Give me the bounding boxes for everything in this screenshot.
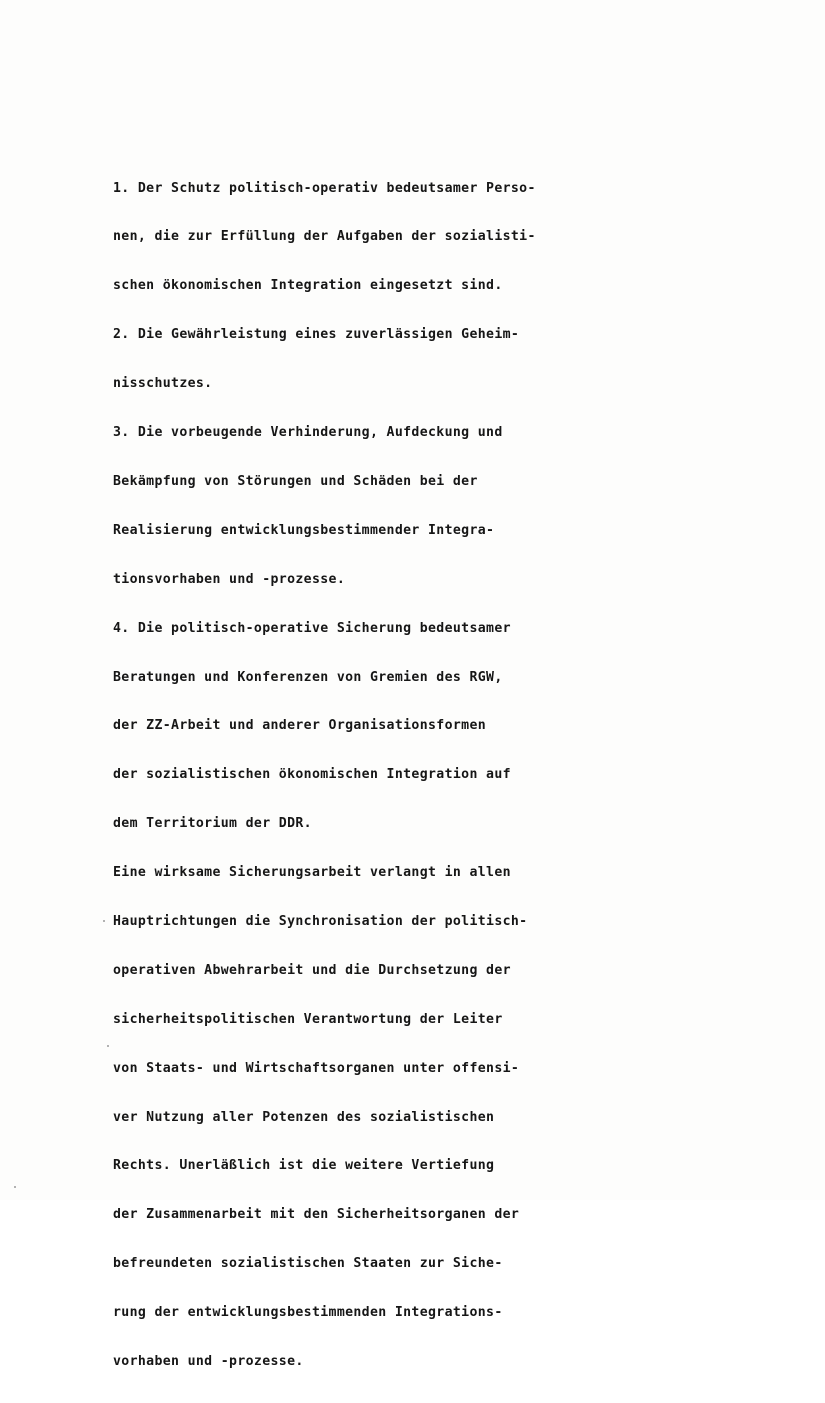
text-line: operativen Abwehrarbeit und die Durchsetzung der bbox=[113, 962, 511, 978]
text-line: sicherheitspolitischen Verantwortung der Leiter bbox=[113, 1011, 503, 1027]
text-line: Rechts. Unerläßlich ist die weitere Vertiefung bbox=[113, 1158, 495, 1174]
scan-speck bbox=[14, 1186, 16, 1188]
text-line: Hauptrichtungen die Synchronisation der politisch- bbox=[113, 913, 528, 929]
text-line: schen ökonomischen Integration eingesetzt sind. bbox=[113, 278, 503, 294]
text-line: tionsvorhaben und -prozesse. bbox=[113, 571, 346, 587]
text-line: 2. Die Gewährleistung eines zuverlässigen Geheim- bbox=[113, 327, 520, 343]
text-line: nen, die zur Erfüllung der Aufgaben der sozialisti- bbox=[113, 229, 536, 245]
text-line: 1. Der Schutz politisch-operativ bedeutsamer Perso- bbox=[113, 180, 536, 196]
text-line: Eine wirksame Sicherungsarbeit verlangt in allen bbox=[113, 865, 511, 881]
text-line: Bekämpfung von Störungen und Schäden bei der bbox=[113, 473, 478, 489]
scan-speck bbox=[107, 1045, 109, 1047]
typed-text-block bbox=[113, 148, 633, 1403]
text-line: der Zusammenarbeit mit den Sicherheitsorganen der bbox=[113, 1207, 520, 1223]
text-line: dem Territorium der DDR. bbox=[113, 816, 312, 832]
text-line: 3. Die vorbeugende Verhinderung, Aufdeckung und bbox=[113, 425, 503, 441]
text-line: der sozialistischen ökonomischen Integration auf bbox=[113, 767, 511, 783]
text-line: von Staats- und Wirtschaftsorganen unter offensi- bbox=[113, 1060, 520, 1076]
text-line: rung der entwicklungsbestimmenden Integrations- bbox=[113, 1305, 503, 1321]
text-line: Realisierung entwicklungsbestimmender Integra- bbox=[113, 522, 495, 538]
text-line: befreundeten sozialistischen Staaten zur Siche- bbox=[113, 1256, 503, 1272]
scan-speck bbox=[103, 920, 105, 922]
text-line: Beratungen und Konferenzen von Gremien des RGW, bbox=[113, 669, 503, 685]
text-line: vorhaben und -prozesse. bbox=[113, 1353, 304, 1369]
text-line: nisschutzes. bbox=[113, 376, 213, 392]
text-line: 4. Die politisch-operative Sicherung bedeutsamer bbox=[113, 620, 511, 636]
text-line: ver Nutzung aller Potenzen des sozialistischen bbox=[113, 1109, 495, 1125]
text-line: der ZZ-Arbeit und anderer Organisationsformen bbox=[113, 718, 487, 734]
